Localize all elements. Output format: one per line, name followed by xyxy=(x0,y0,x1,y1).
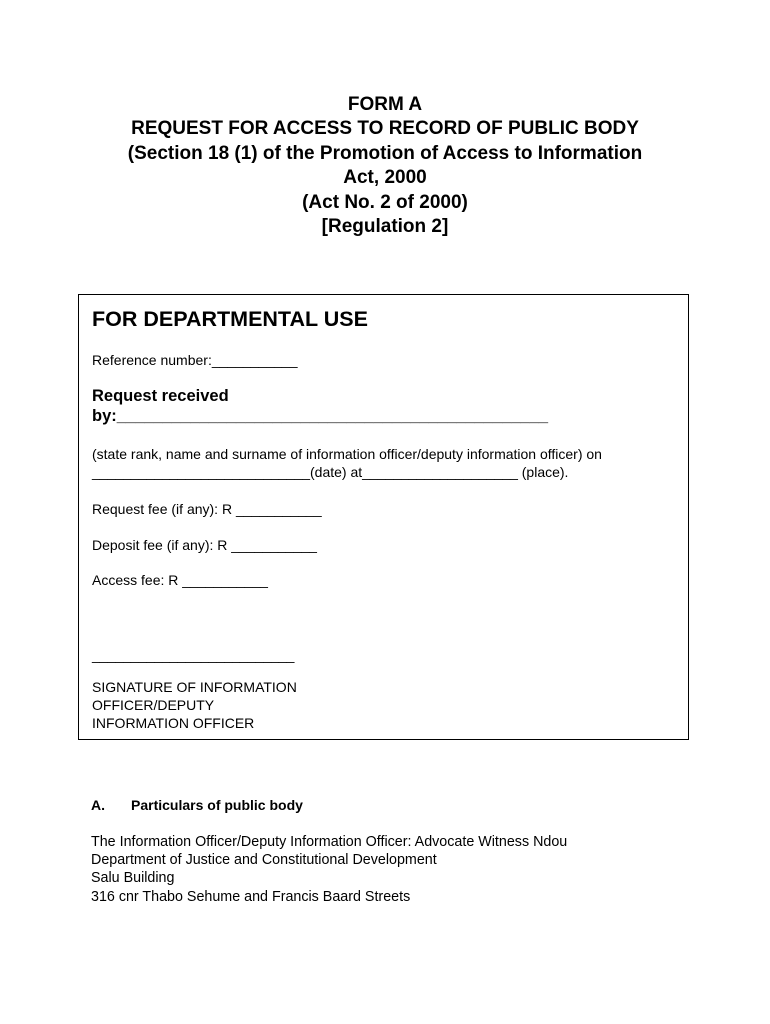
particulars-line-officer: The Information Officer/Deputy Information Officer: Advocate Witness Ndou xyxy=(91,834,568,850)
signature-line: __________________________ xyxy=(92,647,295,663)
departmental-use-heading: FOR DEPARTMENTAL USE xyxy=(92,307,368,331)
form-subtitle: REQUEST FOR ACCESS TO RECORD OF PUBLIC BODY xyxy=(131,118,639,140)
reference-number-field: Reference number:___________ xyxy=(92,352,298,368)
deposit-fee-field: Deposit fee (if any): R ___________ xyxy=(92,537,317,553)
public-body-particulars xyxy=(91,833,567,906)
particulars-line-building: Salu Building xyxy=(91,870,175,887)
request-received-by-field xyxy=(92,387,548,426)
particulars-line-department: Department of Justice and Constitutional Development xyxy=(91,852,437,869)
state-rank-instruction xyxy=(92,445,602,481)
particulars-line-address: 316 cnr Thabo Sehume and Francis Baard Streets xyxy=(91,888,411,905)
signature-label-line-1: SIGNATURE OF INFORMATION xyxy=(92,679,297,695)
section-a-heading xyxy=(91,797,303,813)
state-rank-line-2: ____________________________(date) at____________________ (place). xyxy=(92,464,569,480)
form-title: FORM A xyxy=(347,94,423,115)
signature-label-line-2: OFFICER/DEPUTY xyxy=(92,697,215,713)
form-title-block xyxy=(0,93,770,239)
act-number: (Act No. 2 of 2000) xyxy=(302,191,468,213)
request-received-by-line: by:_______________________________________________ xyxy=(92,406,549,425)
signature-label-line-3: INFORMATION OFFICER xyxy=(92,715,255,731)
section-a-letter: A. xyxy=(91,797,105,813)
section-reference: (Section 18 (1) of the Promotion of Access to Information xyxy=(127,142,643,164)
section-a-title: Particulars of public body xyxy=(131,797,303,813)
request-received-label: Request received xyxy=(92,387,229,405)
access-fee-field: Access fee: R ___________ xyxy=(92,572,268,588)
departmental-use-box xyxy=(78,294,689,740)
request-fee-field: Request fee (if any): R ___________ xyxy=(92,501,322,517)
act-year: Act, 2000 xyxy=(343,167,427,189)
signature-label xyxy=(92,678,297,732)
regulation-reference: [Regulation 2] xyxy=(321,216,449,238)
state-rank-line-1: (state rank, name and surname of information officer/deputy information officer) on xyxy=(92,446,602,462)
